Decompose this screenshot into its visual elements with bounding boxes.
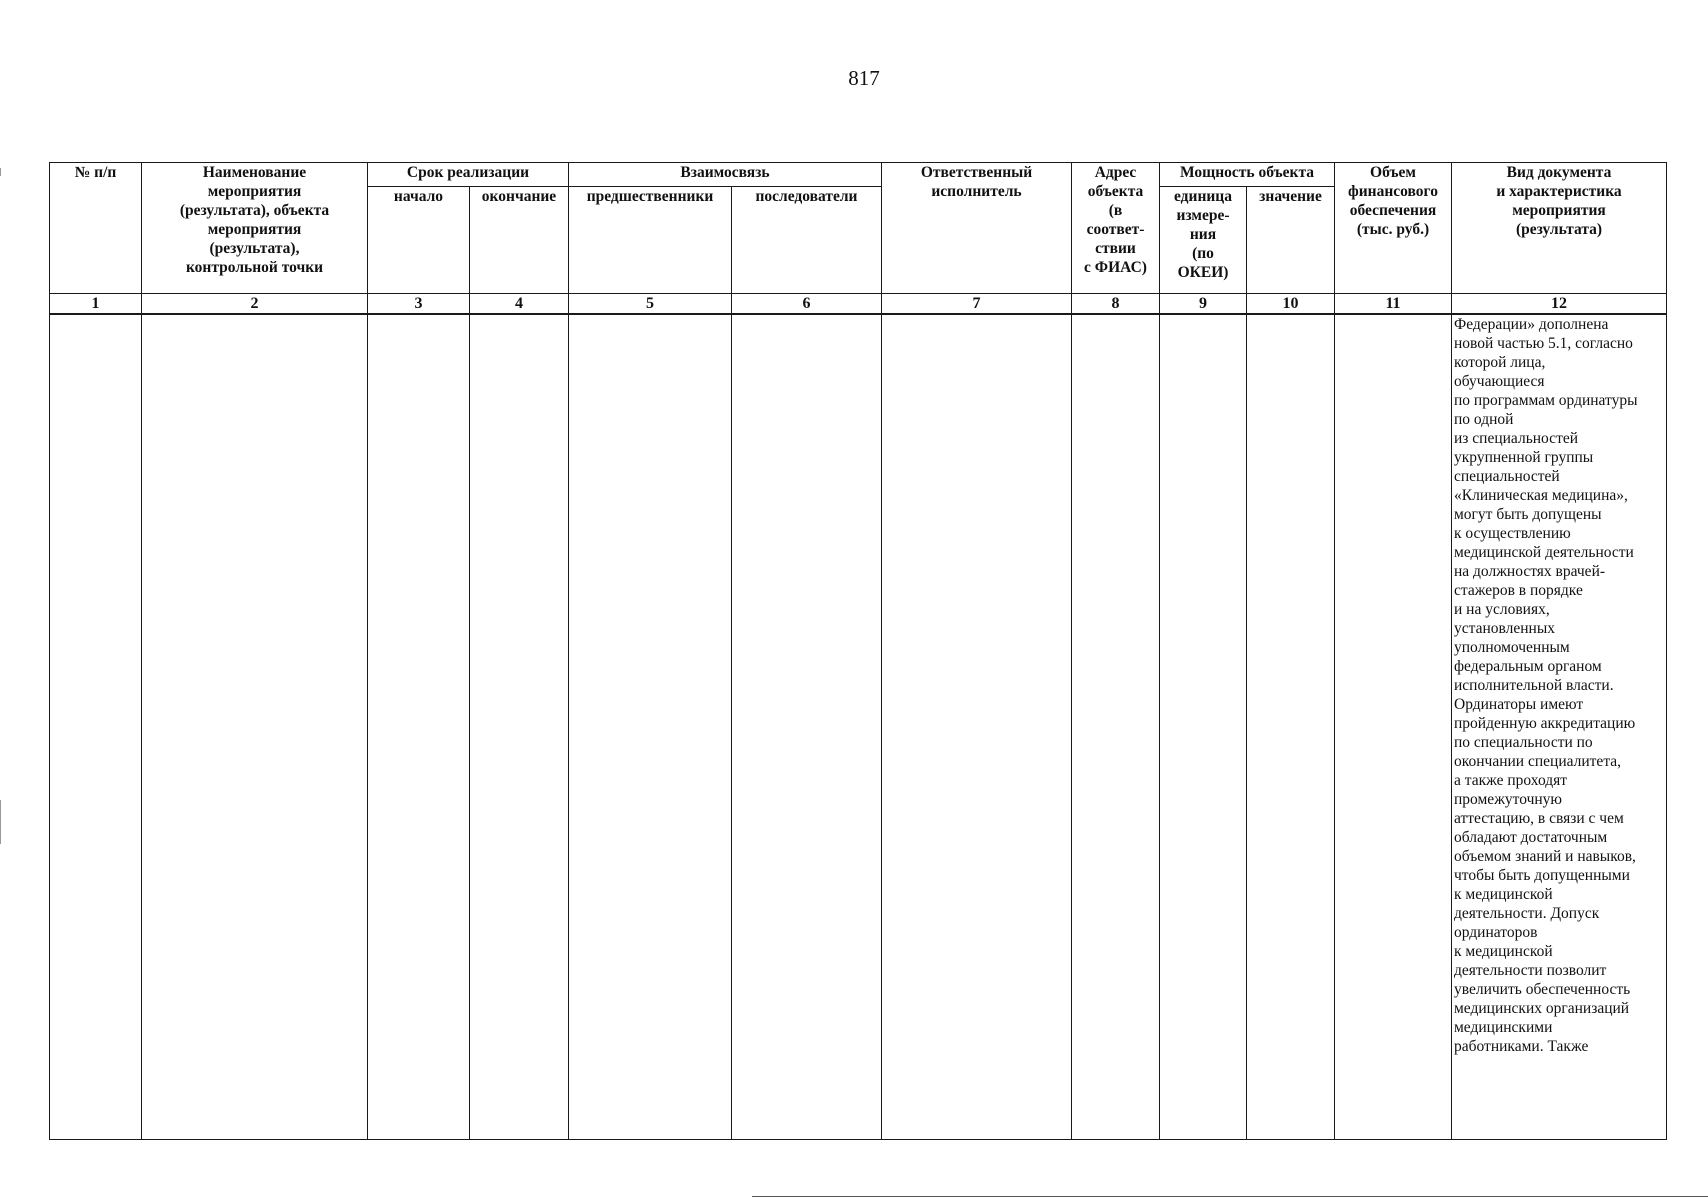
description-line: исполнительной власти.: [1454, 677, 1614, 694]
description-line: чтобы быть допущенными: [1454, 867, 1630, 884]
header-responsible: Ответственный исполнитель: [882, 163, 1072, 294]
cell-num: [50, 314, 142, 1140]
header-name: Наименование мероприятия (результата), объекта мероприятия (результата), контрольной точки: [142, 163, 368, 294]
description-line: работниками. Также: [1454, 1038, 1589, 1055]
activity-plan-table: [49, 162, 1667, 1140]
header-doc-type: Вид документа и характеристика мероприятия (результата): [1452, 163, 1667, 294]
header-term-end: окончание: [470, 187, 569, 294]
description-line: обладают достаточным: [1454, 829, 1608, 846]
description-line: увеличить обеспеченность: [1454, 981, 1631, 998]
table-row: [50, 314, 1667, 1140]
description-line: аттестацию, в связи с чем: [1454, 810, 1624, 827]
description-line: Федерации» дополнена: [1454, 316, 1609, 333]
description-line: которой лица,: [1454, 354, 1546, 371]
description-line: специальностей: [1454, 468, 1560, 485]
description-line: на должностях врачей-: [1454, 563, 1606, 580]
description-line: уполномоченным: [1454, 639, 1570, 656]
description-line: по одной: [1454, 411, 1514, 428]
column-number: 6: [732, 294, 882, 315]
cell-name: [142, 314, 368, 1140]
bottom-rule: [752, 1196, 1708, 1197]
header-predecessors: предшественники: [569, 187, 732, 294]
page-number: 817: [848, 66, 880, 90]
column-number: 11: [1335, 294, 1452, 315]
scan-edge-mark: [0, 168, 1, 176]
description-line: объемом знаний и навыков,: [1454, 848, 1636, 865]
cell-term-end: [470, 314, 569, 1140]
description-line: и на условиях,: [1454, 601, 1550, 618]
cell-predecessors: [569, 314, 732, 1140]
column-number: 12: [1452, 294, 1667, 315]
description-line: ординаторов: [1454, 924, 1538, 941]
column-number: 5: [569, 294, 732, 315]
header-funding: Объем финансового обеспечения (тыс. руб.): [1335, 163, 1452, 294]
description-line: медицинских организаций: [1454, 1000, 1630, 1017]
description-line: могут быть допущены: [1454, 506, 1602, 523]
column-numbers-row: [50, 294, 1667, 315]
description-line: Ординаторы имеют: [1454, 696, 1584, 713]
cell-value: [1247, 314, 1335, 1140]
header-num: № п/п: [50, 163, 142, 294]
scan-edge-mark: [0, 800, 1, 844]
header-successors: последователи: [732, 187, 882, 294]
column-number: 3: [368, 294, 470, 315]
description-line: обучающиеся: [1454, 373, 1545, 390]
header-unit: единица измере- ния (по ОКЕИ): [1160, 187, 1247, 294]
header-value: значение: [1247, 187, 1335, 294]
description-line: по специальности по: [1454, 734, 1593, 751]
header-relation: Взаимосвязь: [569, 163, 882, 187]
description-line: к медицинской: [1454, 886, 1553, 903]
cell-funding: [1335, 314, 1452, 1140]
cell-address: [1072, 314, 1160, 1140]
description-line: федеральным органом: [1454, 658, 1602, 675]
cell-unit: [1160, 314, 1247, 1140]
description-line: к медицинской: [1454, 943, 1553, 960]
description-line: пройденную аккредитацию: [1454, 715, 1636, 732]
description-line: к осуществлению: [1454, 525, 1571, 542]
column-number: 9: [1160, 294, 1247, 315]
description-line: установленных: [1454, 620, 1555, 637]
description-line: медицинской деятельности: [1454, 544, 1634, 561]
description-line: деятельности позволит: [1454, 962, 1607, 979]
column-number: 7: [882, 294, 1072, 315]
description-line: окончании специалитета,: [1454, 753, 1622, 770]
cell-term-start: [368, 314, 470, 1140]
header-term: Срок реализации: [368, 163, 569, 187]
column-number: 2: [142, 294, 368, 315]
description-line: «Клиническая медицина»,: [1454, 487, 1628, 504]
cell-successors: [732, 314, 882, 1140]
description-line: по программам ординатуры: [1454, 392, 1638, 409]
description-line: промежуточную: [1454, 791, 1562, 808]
description-line: стажеров в порядке: [1454, 582, 1583, 599]
description-line: новой частью 5.1, согласно: [1454, 335, 1633, 352]
cell-responsible: [882, 314, 1072, 1140]
column-number: 1: [50, 294, 142, 315]
description-line: укрупненной группы: [1454, 449, 1594, 466]
header-address: Адрес объекта (в соответ- ствии с ФИАС): [1072, 163, 1160, 294]
cell-description: [1452, 314, 1667, 1140]
description-line: деятельности. Допуск: [1454, 905, 1600, 922]
description-line: из специальностей: [1454, 430, 1579, 447]
description-line: медицинскими: [1454, 1019, 1553, 1036]
column-number: 4: [470, 294, 569, 315]
column-number: 8: [1072, 294, 1160, 315]
description-line: а также проходят: [1454, 772, 1568, 789]
header-term-start: начало: [368, 187, 470, 294]
column-number: 10: [1247, 294, 1335, 315]
header-capacity: Мощность объекта: [1160, 163, 1335, 187]
